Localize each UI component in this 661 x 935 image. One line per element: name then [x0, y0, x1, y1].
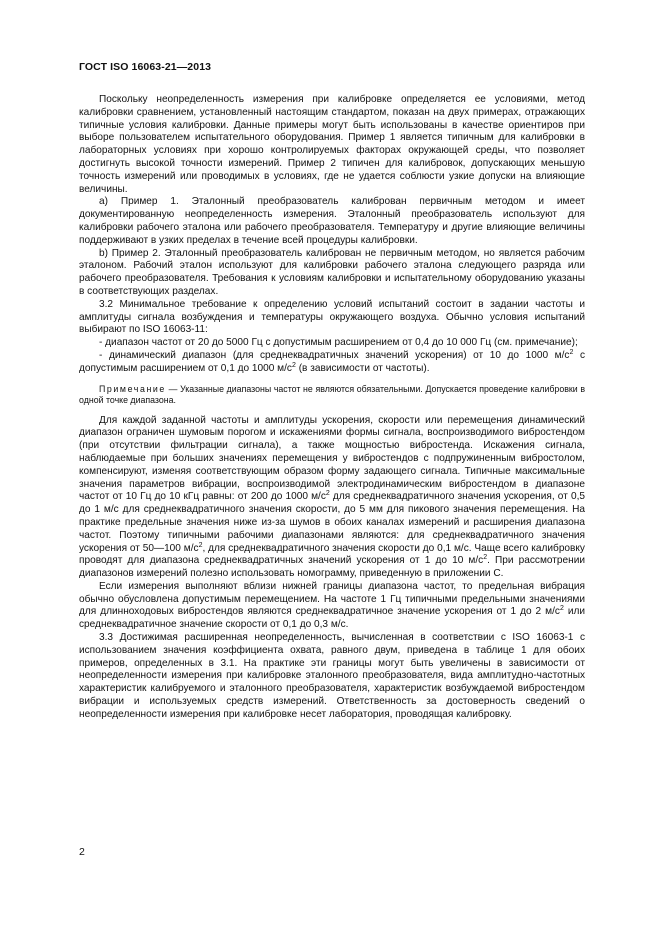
paragraph-dynamic-range-details: Для каждой заданной частоты и амплитуды ускорения, скорости или перемещения динамический диапазон ограничен шумовым порогом и искажениями формы сигнала, воспроизводимого вибростендом (при отсутствии фильтрации сигнала), а также мощностью вибростенда. Искажения сигнала, наблюдаемые при больших значениях перемещения у вибростендов с подпружиненным вибростолом, компенсируют, изменяя соответствующим образом форму задающего сигнала. Типичные максимальные значения параметров вибрации, воспроизводимой электродинамическим вибростендом в диапазоне частот от 10 Гц до 10 кГц равны: от 200 до 1000 $м/с^2$ для среднеквадратичного значения ускорения, от 0,5 до 1 м/с для среднеквадратичного значения скорости, до 5 мм для пикового значения перемещения. На практике предельные значения ниже из-за шумов в обоих каналах измерений и расширения диапазона частот. Поэтому типичными рабочими диапазонами являются: для среднеквадратичного значения ускорения от 50—100 $м/с^2$, для среднеквадратичного значения скорости до 0,1 м/с. Чаще всего калибровку проводят для диапазона среднеквадратичных значений ускорения от 1 до 10 $м/с^2$. При рассмотрении диапазонов измерений полезно использовать номограмму, приведенную в приложении С.: [79, 414, 585, 580]
paragraph-3-3: 3.3 Достижимая расширенная неопределенность, вычисленная в соответствии с ISO 16063-1 с использованием значения коэффициента охвата, равного двум, приведена в таблице 1 для обоих примеров, определенных в 3.1. На практике эти границы могут быть увеличены в зависимости от неопределенности измерения при калибровке эталонного преобразователя, вида амплитудно-частотных характеристик калибруемого и эталонного преобразователя, характеристик возбуждаемой вибростендом вибрации и используемых средств измерений. Ответственность за достоверность сведений о неопределенности измерения при калибровке несет лаборатория, проводящая калибровку.: [79, 632, 585, 720]
note: [79, 384, 585, 407]
page-number: 2: [79, 846, 85, 858]
document-body: [79, 94, 585, 722]
note-label: Примечание: [99, 383, 166, 394]
list-item-frequency-range: - диапазон частот от 20 до 5000 Гц с допустимым расширением от 0,4 до 10 000 Гц (см. примечание);: [99, 337, 578, 349]
paragraph-example-1: a) Пример 1. Эталонный преобразователь калиброван первичным методом и имеет документированную неопределенность измерения. Эталонный преобразователь используют для калибровки рабочего эталона или рабочего преобразователя. Температуру и другие влияющие величины поддерживают в узких пределах в течение всей процедуры калибровки.: [79, 196, 585, 246]
note-text: — Указанные диапазоны частот не являются обязательными. Допускается проведение калибровки в одной точке диапазона.: [79, 383, 585, 406]
paragraph-example-2: b) Пример 2. Эталонный преобразователь калиброван не первичным методом, но является рабочим эталоном. Рабочий эталон используют для калибровки рабочего эталона следующего разряда или рабочего преобразователя. Требования к условиям калибровки и испытательному оборудованию указаны в соответствующих разделах.: [79, 247, 585, 297]
list-item-dynamic-range: - динамический диапазон (для среднеквадратичных значений ускорения) от 10 до 1000 $м/с^2$ с допустимым расширением от 0,1 до 1000 $м/с^2$ (в зависимости от частоты).: [79, 348, 585, 374]
paragraph-intro: Поскольку неопределенность измерения при калибровке определяется ее условиями, метод калибровки сравнением, установленный настоящим стандартом, показан на двух примерах, отражающих типичные условия калибровки. Данные примеры могут быть использованы в качестве ориентиров при выборе пользователем испытательного оборудования. Пример 1 является типичным для калибровки в лабораторных условиях при хорошо контролируемых факторах окружающей среды, что позволяет достигнуть высокой точности измерений. Пример 2 типичен для калибровок, допускающих меньшую точность измерений или проводимых в условиях, где не удается соблюсти узкие допуски на влияющие величины.: [79, 94, 585, 195]
paragraph-3-2: 3.2 Минимальное требование к определению условий испытаний состоит в задании частоты и амплитуды сигнала возбуждения и температуры окружающего воздуха. Обычно условия испытаний выбирают по ISO 16063-11:: [79, 298, 585, 336]
document-header: ГОСТ ISO 16063-21—2013: [79, 61, 212, 73]
paragraph-low-frequency: Если измерения выполняют вблизи нижней границы диапазона частот, то предельная вибрация обычно обусловлена допустимым перемещением. На частоте 1 Гц типичными предельными значениями для длинноходовых вибростендов являются среднеквадратичное значение ускорения от 1 до 2 $м/с^2$ или среднеквадратичное значение скорости от 0,1 до 0,3 м/с.: [79, 580, 585, 631]
